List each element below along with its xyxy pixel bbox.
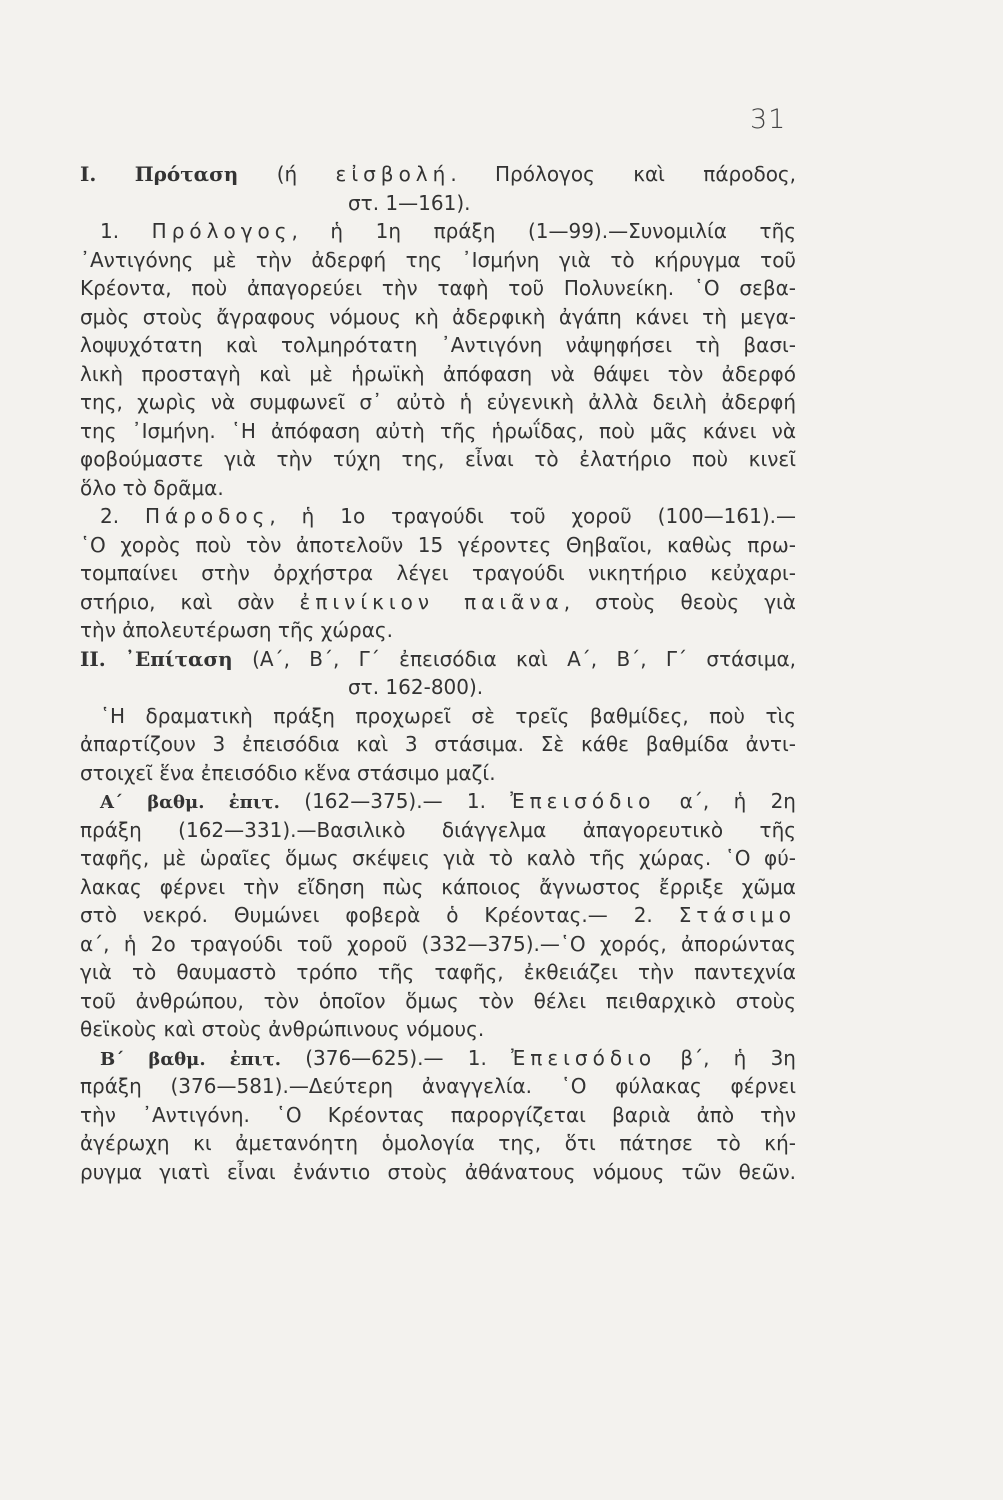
section-1-text: (ή [276,162,336,186]
text-line: ρυγμα γιατὶ εἶναι ἐνάντιο στοὺς ἀθάνατους νόμους τῶν θεῶν. [80,1159,796,1184]
section-1-numeral: I. [80,162,97,186]
text-line: α΄, ἡ 2ο τραγούδι τοῦ χοροῦ (332—375).—῾Ο χορός, ἀπορώντας [80,931,796,956]
text-line [80,901,796,930]
text-line: ὅλο τὸ δρᾶμα. [80,475,224,500]
text-line: φοβούμαστε γιὰ τὴν τύχη της, εἶναι τὸ ἐλατήριο ποὺ κινεῖ [80,447,796,471]
text-line: ῾Η δραματικὴ πράξη προχωρεῖ σὲ τρεῖς βαθμίδες, ποὺ τὶς [100,703,796,728]
page-number: 31 [750,104,787,135]
section-2-numeral: II. [80,646,106,671]
parodos-number: 2. [100,504,146,528]
text-segment: α΄, ἡ 2η [655,789,796,813]
text-line: πράξη (376—581).—Δεύτερη ἀναγγελία. ῾Ο φύλακας φέρνει [80,1074,796,1098]
text-segment: στὸ νεκρό. Θυμώνει φοβερὰ ὁ Κρέοντας.— 2. [80,903,679,927]
text-line: τομπαίνει στὴν ὀρχήστρα λέγει τραγούδι νικητήριο κεὐχαρι- [80,561,796,585]
text-line: ἀπαρτίζουν 3 ἐπεισόδια καὶ 3 στάσιμα. Σὲ κάθε βαθμίδα ἀντι- [80,732,796,756]
stasimo-term: Στάσιμο [678,903,796,927]
epinikion-term: ἐπινίκιον παιᾶνα [299,589,564,614]
text-line: ταφῆς, μὲ ὡραῖες ὅμως σκέψεις γιὰ τὸ καλὸ τῆς χώρας. ῾Ο φύ- [80,846,796,870]
text-line: γιὰ τὸ θαυμαστὸ τρόπο τῆς ταφῆς, ἐκθειάζει τὴν παντεχνία [80,960,796,984]
text-line: στοιχεῖ ἕνα ἐπεισόδιο κἕνα στάσιμο μαζί. [80,760,496,785]
text-line: τοῦ ἀνθρώπου, τὸν ὁποῖον ὅμως τὸν θέλει πειθαρχικὸ στοὺς [80,988,796,1013]
section-2-heading [80,645,796,674]
text-line: ᾿Αντιγόνης μὲ τὴν ἀδερφή της ᾿Ισμήνη γιὰ τὸ κήρυγμα τοῦ [80,247,796,272]
prologue-text: , ἡ 1η πράξη (1—99).—Συνομιλία τῆς [291,219,796,243]
text-segment: β΄, ἡ 3η [656,1045,796,1070]
text-line: ἀγέρωχη κι ἀμετανόητη ὁμολογία της, ὅτι πάτησε τὸ κή- [80,1131,796,1155]
page-text [80,160,796,1186]
stage-a-first-line [80,787,796,816]
stage-b-first-line [80,1044,796,1073]
text-line: τὴν ἀπολευτέρωση τῆς χώρας. [80,618,394,642]
episode-term: Ἐπεισόδιο [510,789,656,813]
parodos-first-line [80,502,796,531]
section-1-heading [80,160,796,189]
parodos-term: Πάροδος [145,504,270,528]
text-line: Κρέοντα, ποὺ ἀπαγορεύει τὴν ταφὴ τοῦ Πολυνείκη. ῾Ο σεβα- [80,276,796,300]
prologue-number: 1. [100,219,152,243]
text-line: τὴν ᾿Αντιγόνη. ῾Ο Κρέοντας παροργίζεται βαριὰ ἀπὸ τὴν [80,1102,796,1127]
section-2-verses: στ. 162-800). [348,675,484,699]
section-1-title: Πρόταση [134,162,239,186]
text-line: λακας φέρνει τὴν εἴδηση πὼς κάποιος ἄγνωστος ἔρριξε χῶμα [80,874,796,899]
text-segment: (376—625).— 1. [280,1045,512,1070]
text-segment: , στοὺς θεοὺς γιὰ [563,589,796,614]
text-line: σμὸς στοὺς ἄγραφους νόμους κὴ ἀδερφικὴ ἀγάπη κάνει τὴ μεγα- [80,304,796,329]
episode-term: Ἐπεισόδιο [511,1045,657,1070]
text-line: ῾Ο χορὸς ποὺ τὸν ἀποτελοῦν 15 γέροντες Θηβαῖοι, καθὼς πρω- [80,532,796,557]
parodos-text: , ἡ 1ο τραγούδι τοῦ χοροῦ (100—161).— [269,504,796,528]
prologue-term: Πρόλογος [151,219,292,243]
section-1-text: . Πρόλογος καὶ πάροδος, [450,162,797,186]
section-2-text: (Α΄, Β΄, Γ΄ ἐπεισόδια καὶ Α΄, Β΄, Γ΄ στάσιμα, [252,646,796,671]
text-segment: στήριο, καὶ σὰν [80,589,300,614]
section-1-verses: στ. 1—161). [348,190,471,215]
text-line: λοψυχότατη καὶ τολμηρότατη ᾿Αντιγόνη νἀψηφήσει τὴ βασι- [80,333,796,357]
stage-a-label: Α΄ βαθμ. ἐπιτ. [100,792,280,813]
text-line [80,588,796,617]
section-2-title: ᾿Επίταση [125,646,233,671]
stage-b-label: Β΄ βαθμ. ἐπιτ. [100,1048,281,1070]
text-line: θεϊκοὺς καὶ στοὺς ἀνθρώπινους νόμους. [80,1017,485,1041]
section-1-spaced-term: εἰσβολή [335,162,451,186]
text-line: λικὴ προσταγὴ καὶ μὲ ἡρωϊκὴ ἀπόφαση νὰ θάψει τὸν ἀδερφό [80,361,796,386]
text-line: της, χωρὶς νὰ συμφωνεῖ σ᾿ αὐτὸ ἡ εὐγενικὴ ἀλλὰ δειλὴ ἀδερφή [80,390,796,414]
text-line: πράξη (162—331).—Βασιλικὸ διάγγελμα ἀπαγορευτικὸ τῆς [80,817,796,842]
text-line: της ᾿Ισμήνη. ῾Η ἀπόφαση αὐτὴ τῆς ἡρωΐδας, ποὺ μᾶς κάνει νὰ [80,418,796,443]
text-segment: (162—375).— 1. [279,789,511,813]
prologue-first-line [80,217,796,246]
